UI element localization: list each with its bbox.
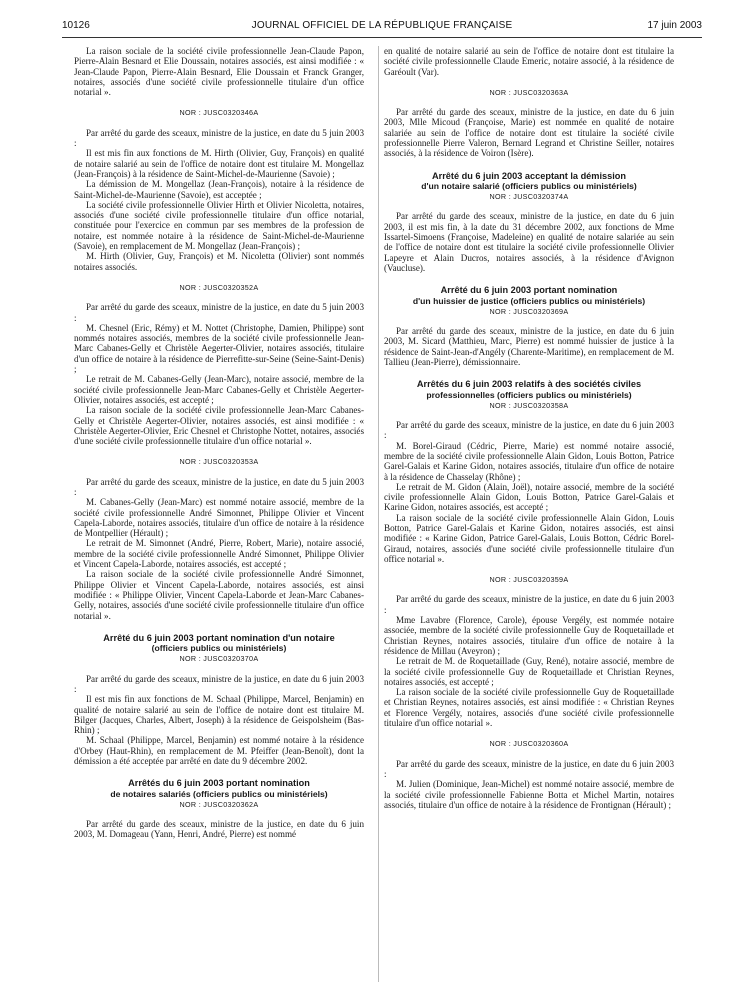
- section-subtitle: d'un notaire salarié (officiers publics ou ministériels): [421, 181, 637, 192]
- paragraph: La raison sociale de la société civile professionnelle Guy de Roquetaillade et Christian Reynes, notaires associés, est ainsi modifiée : « Christian Reynes et Florence Vergély, notaires, associés d'une société civile professionnelle titulaire d'un office notarial ».: [384, 687, 674, 729]
- section-title: Arrêté du 6 juin 2003 acceptant la démission: [431, 170, 627, 181]
- paragraph: La raison sociale de la société civile professionnelle Jean-Marc Cabanes-Gelly et Christèle Aegerter-Olivier, notaires associés, est ainsi modifiée : « Christèle Aegerter-Olivier, Eric Chesnel et Christophe Nottet, notaires, associés d'une société civile professionnelle titulaire d'un office notarial ».: [74, 405, 364, 447]
- nor-reference: NOR : JUSC0320346A: [179, 108, 259, 118]
- paragraph: Par arrêté du garde des sceaux, ministre de la justice, en date du 6 juin 2003 :: [384, 758, 674, 779]
- issue-date: 17 juin 2003: [647, 20, 702, 31]
- nor-reference: NOR : JUSC0320369A: [489, 306, 569, 316]
- paragraph: La société civile professionnelle Olivier Hirth et Olivier Nicoletta, notaires, associés d'une société civile professionnelle titulaire d'un office notarial, constituée pour l'exercice en commun par ses membres de la profession de notaire, est nommée notaire à la résidence de Saint-Michel-de-Maurienne (Savoie), en remplacement de M. Mongellaz (Jean-François) ;: [74, 199, 364, 252]
- right-column: [384, 46, 674, 810]
- paragraph: Mme Lavabre (Florence, Carole), épouse Vergély, est nommée notaire associée, membre de la société civile professionnelle Guy de Roquetaillade et Christian Reynes, notaires associés, titulaire d'un office de notaire à la résidence de Millau (Aveyron) ;: [384, 615, 674, 656]
- journal-title: JOURNAL OFFICIEL DE LA RÉPUBLIQUE FRANÇAISE: [251, 20, 513, 31]
- header-rule: [62, 37, 702, 38]
- paragraph: Il est mis fin aux fonctions de M. Schaal (Philippe, Marcel, Benjamin) en qualité de notaire salarié au sein de l'office de notaire dont est titulaire M. Bilger (Jacques, Charles, Albert, Joseph) à la résidence de Geispolsheim (Bas-Rhin) ;: [74, 694, 364, 736]
- paragraph: La raison sociale de la société civile professionnelle André Simonnet, Philippe Olivier et Vincent Capela-Laborde, notaires associés, est ainsi modifiée : « Philippe Olivier, Vincent Capela-Laborde et Jean-Marc Cabanes-Gelly, notaires, associés d'une société civile professionnelle titulaire d'un office notarial ».: [74, 569, 364, 621]
- nor-reference: NOR : JUSC0320362A: [179, 799, 259, 809]
- paragraph: M. Schaal (Philippe, Marcel, Benjamin) est nommé notaire à la résidence d'Orbey (Haut-Rhin), en remplacement de M. Pfeiffer (Jean-Benoît), dont la démission a été acceptée par arrêté en date du 9 décembre 2002.: [74, 735, 364, 767]
- paragraph: en qualité de notaire salarié au sein de l'office de notaire dont est titulaire la société civile professionnelle Claude Emeric, notaire associé, à la résidence de Garéoult (Var).: [384, 46, 674, 77]
- page-header: [62, 20, 702, 36]
- section-subtitle: (officiers publics ou ministériels): [151, 643, 287, 654]
- paragraph: M. Cabanes-Gelly (Jean-Marc) est nommé notaire associé, membre de la société civile professionnelle André Simonnet, Philippe Olivier et Vincent Capela-Laborde, notaires associés, titulaire d'un office de notaire à la résidence de Montpellier (Hérault) ;: [74, 497, 364, 539]
- nor-reference: NOR : JUSC0320359A: [489, 575, 569, 585]
- paragraph: La raison sociale de la société civile professionnelle Jean-Claude Papon, Pierre-Alain Besnard et Elie Doussain, notaires associés, est ainsi modifiée : « Jean-Claude Papon, Pierre-Alain Besnard, Elie Doussain et Franck Granger, notaires, associés d'une société civile professionnelle titulaire d'un office notarial ».: [74, 46, 364, 98]
- nor-reference: NOR : JUSC0320352A: [179, 282, 259, 292]
- paragraph: M. Chesnel (Eric, Rémy) et M. Nottet (Christophe, Damien, Philippe) sont nommés notaires associés, membres de la société civile professionnelle Jean-Marc Cabanes-Gelly et Christèle Aegerter-Olivier, notaires associés, titulaire d'un office de notaire à la résidence de Pierrefitte-sur-Seine (Seine-Saint-Denis) ;: [74, 322, 364, 375]
- paragraph: Le retrait de M. Simonnet (André, Pierre, Robert, Marie), notaire associé, membre de la société civile professionnelle André Simonnet, Philippe Olivier et Vincent Capela-Laborde, notaires associés, est accepté ;: [74, 538, 364, 570]
- page-number: 10126: [62, 20, 90, 31]
- nor-reference: NOR : JUSC0320374A: [489, 192, 569, 202]
- paragraph: Le retrait de M. Gidon (Alain, Joël), notaire associé, membre de la société civile professionnelle Alain Gidon, Louis Botton, Patrice Garel-Galais et Karine Gidon, notaires associés, est accepté ;: [384, 481, 674, 513]
- paragraph: Le retrait de M. de Roquetaillade (Guy, René), notaire associé, membre de la société civile professionnelle Guy de Roquetaillade et Christian Reynes, notaires associés, est accepté ;: [384, 656, 674, 687]
- section-title: Arrêté du 6 juin 2003 portant nomination d'un notaire: [103, 632, 335, 643]
- paragraph: M. Borel-Giraud (Cédric, Pierre, Marie) est nommé notaire associé, membre de la société civile professionnelle Alain Gidon, Louis Botton, Patrice Garel-Galais et Karine Gidon, notaires associés, titulaire d'un office de notaire à la résidence de Chasselay (Rhône) ;: [384, 440, 674, 482]
- paragraph: M. Julien (Dominique, Jean-Michel) est nommé notaire associé, membre de la société civile professionnelle Fabienne Botta et Michel Martin, notaires associés, titulaire d'un office de notaire à la résidence de Frontignan (Hérault) ;: [384, 779, 674, 810]
- column-separator: [378, 46, 379, 982]
- paragraph: M. Hirth (Olivier, Guy, François) et M. Nicoletta (Olivier) sont nommés notaires associés.: [74, 251, 364, 272]
- paragraph: Le retrait de M. Cabanes-Gelly (Jean-Marc), notaire associé, membre de la société civile professionnelle Jean-Marc Cabanes-Gelly et Christèle Aegerter-Olivier, notaires associés, est accepté ;: [74, 374, 364, 405]
- paragraph: La démission de M. Mongellaz (Jean-François), notaire à la résidence de Saint-Michel-de-Maurienne (Savoie), est acceptée ;: [74, 179, 364, 200]
- nor-reference: NOR : JUSC0320370A: [179, 654, 259, 664]
- section-subtitle: de notaires salariés (officiers publics ou ministériels): [110, 788, 328, 799]
- paragraph: Par arrêté du garde des sceaux, ministre de la justice, en date du 6 juin 2003, il est mis fin, à la date du 31 décembre 2002, aux fonctions de Mme Issartel-Simoens (Françoise, Madeleine) en qualité de notaire salariée au sein de l'office de notaire dont est titulaire la société civile professionnelle Olivier Lapeyre et Alain Ducros, notaires associés, à la résidence d'Avignon (Vaucluse).: [384, 211, 674, 273]
- section-subtitle: d'un huissier de justice (officiers publics ou ministériels): [412, 295, 646, 306]
- section-title: Arrêté du 6 juin 2003 portant nomination: [440, 285, 618, 296]
- nor-reference: NOR : JUSC0320363A: [489, 87, 569, 97]
- section-title: Arrêtés du 6 juin 2003 relatifs à des sociétés civiles: [416, 379, 642, 390]
- paragraph: Par arrêté du garde des sceaux, ministre de la justice, en date du 6 juin 2003 :: [74, 673, 364, 694]
- paragraph: Par arrêté du garde des sceaux, ministre de la justice, en date du 6 juin 2003 :: [384, 594, 674, 615]
- paragraph: Par arrêté du garde des sceaux, ministre de la justice, en date du 6 juin 2003, M. Domageau (Yann, Henri, André, Pierre) est nommé: [74, 819, 364, 840]
- section-title: Arrêtés du 6 juin 2003 portant nomination: [128, 778, 310, 789]
- nor-reference: NOR : JUSC0320358A: [489, 400, 569, 410]
- nor-reference: NOR : JUSC0320360A: [489, 739, 569, 749]
- paragraph: Par arrêté du garde des sceaux, ministre de la justice, en date du 6 juin 2003, M. Sicard (Matthieu, Marc, Pierre) est nommé huissier de justice à la résidence de Saint-Jean-d'Angély (Charente-Maritime), en remplacement de M. Tallieu (Jean-Pierre), démissionnaire.: [384, 326, 674, 367]
- paragraph: Par arrêté du garde des sceaux, ministre de la justice, en date du 5 juin 2003 :: [74, 302, 364, 323]
- paragraph: La raison sociale de la société civile professionnelle Alain Gidon, Louis Botton, Patrice Garel-Galais et Karine Gidon, notaires associés, est ainsi modifiée : « Karine Gidon, Patrice Garel-Galais, Louis Botton, Cédric Borel-Giraud, notaires, associés d'une société civile professionnelle titulaire d'un office notarial ».: [384, 512, 674, 564]
- paragraph: Par arrêté du garde des sceaux, ministre de la justice, en date du 6 juin 2003, Mlle Micoud (Françoise, Marie) est nommée en qualité de notaire salariée au sein de l'office de notaire dont est titulaire la société civile professionnelle Pierre Valeron, Bernard Legrand et Christine Seiller, notaires associés, à la résidence de Voiron (Isère).: [384, 107, 674, 159]
- left-column: [74, 46, 364, 840]
- section-subtitle: professionnelles (officiers publics ou ministériels): [426, 389, 632, 400]
- paragraph: Par arrêté du garde des sceaux, ministre de la justice, en date du 6 juin 2003 :: [384, 420, 674, 441]
- paragraph: Par arrêté du garde des sceaux, ministre de la justice, en date du 5 juin 2003 :: [74, 476, 364, 497]
- paragraph: Il est mis fin aux fonctions de M. Hirth (Olivier, Guy, François) en qualité de notaire salarié au sein de l'office de notaire dont est titulaire M. Mongellaz (Jean-François) à la résidence de Saint-Michel-de-Maurienne (Savoie) ;: [74, 148, 364, 179]
- nor-reference: NOR : JUSC0320353A: [179, 457, 259, 467]
- paragraph: Par arrêté du garde des sceaux, ministre de la justice, en date du 5 juin 2003 :: [74, 127, 364, 149]
